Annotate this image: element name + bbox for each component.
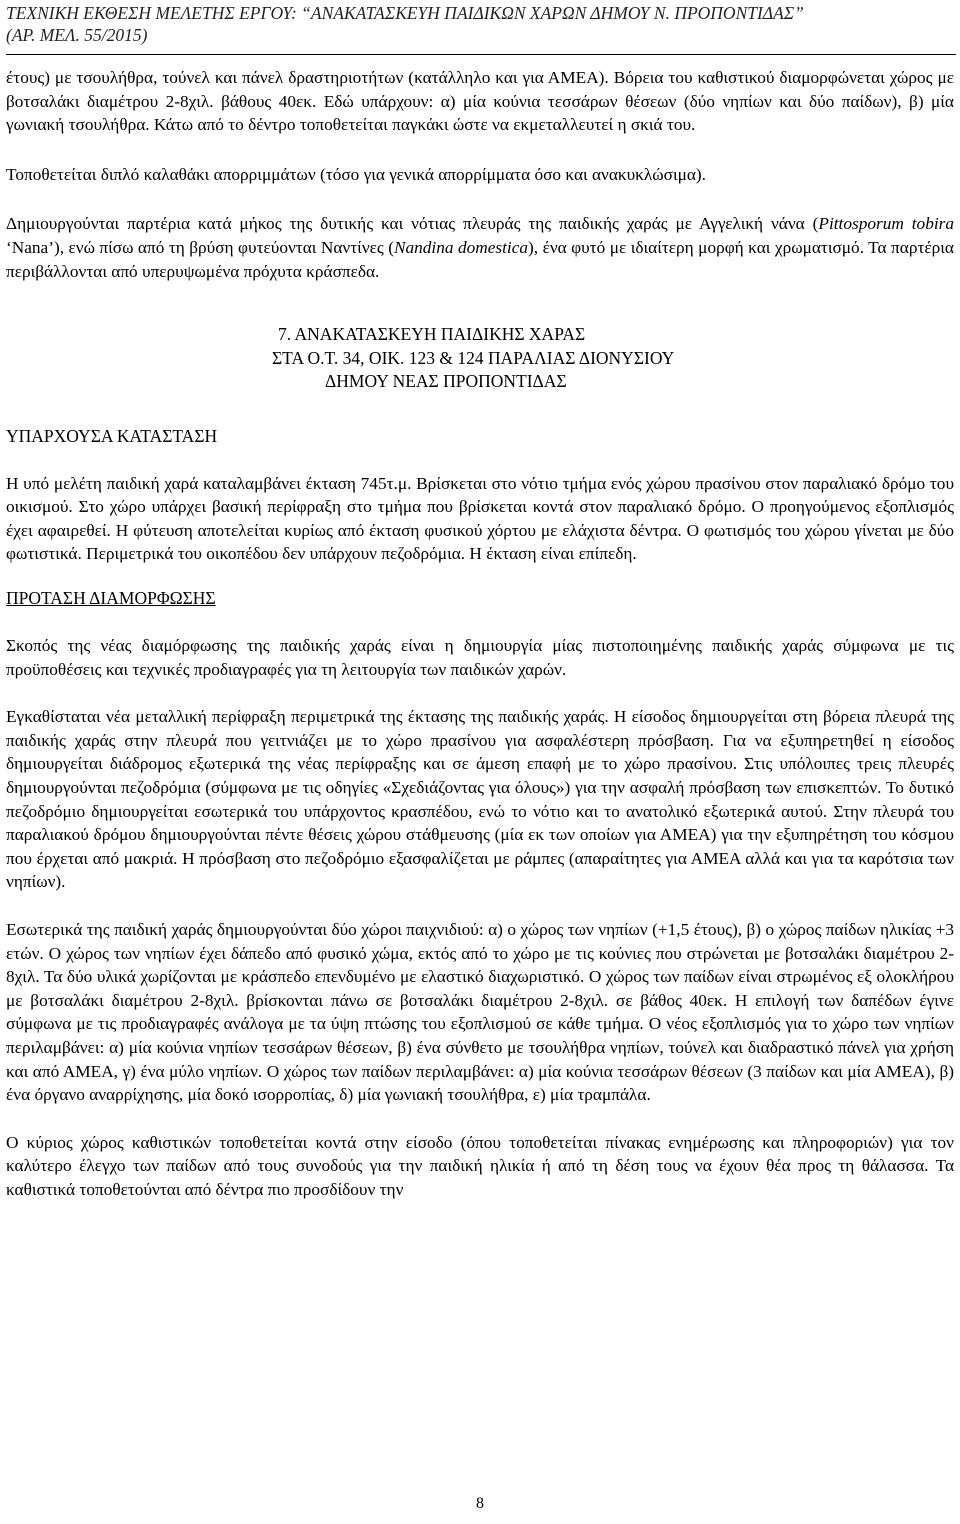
section-title-line2: ΣΤΑ Ο.Τ. 34, ΟΙΚ. 123 & 124 ΠΑΡΑΛΙΑΣ ΔΙΟΝΥΣΙΟΥ <box>272 347 675 368</box>
paragraph-fencing: Εγκαθίσταται νέα μεταλλική περίφραξη περιμετρικά της έκτασης της παιδικής χαράς. Η είσοδος δημιουργείται στη βόρεια πλευρά της παιδικής χαράς στην πλευρά που γειτνιάζει με το χώρο πρασίνου για ασφαλέστερη πρόσβαση. Για να εξυπηρετηθεί η είσοδος δημιουργείται διάδρομος εξωτερικά της νέας περίφραξης και σε άμεση επαφή με το χώρο πρασίνου. Στις υπόλοιπες τρεις πλευρές δημιουργούνται πεζοδρόμια (σύμφωνα με τις οδηγίες «Σχεδιάζοντας για όλους») για την ασφαλή πρόσβαση των επισκεπτών. Το δυτικό πεζοδρόμιο δημιουργείται εσωτερικά του υπάρχοντος κρασπέδου, ενώ το νότιο και το ανατολικό εξωτερικά αυτού. Στην πλευρά του παραλιακού δρόμου δημιουργούνται πέντε θέσεις χώρου στάθμευσης (μία εκ των οποίων για ΑΜΕΑ) για την εξυπηρέτηση του κόσμου που έρχεται από μακριά. Η πρόσβαση στο πεζοδρόμιο εξασφαλίζεται με ράμπες (απαραίτητες για ΑΜΕΑ αλλά και για τα καρότσια των νηπίων). <box>6 707 954 892</box>
section-title <box>272 323 954 394</box>
paragraph-continuation: έτους) με τσουλήθρα, τούνελ και πάνελ δραστηριοτήτων (κατάλληλο και για ΑΜΕΑ). Βόρεια του καθιστικού διαμορφώνεται χώρος με βοτσαλάκι διαμέτρου 2-8χιλ. βάθους 40εκ. Εδώ υπάρχουν: α) μία κούνια τεσσάρων θέσεων (δύο νηπίων και δύο παίδων), β) μία γωνιακή τσουλήθρα. Κάτω από το δέντρο τοποθετείται παγκάκι ώστε να εκμεταλλευτεί η σκιά του. <box>6 68 954 135</box>
header-project-number: (ΑΡ. ΜΕΛ. 55/2015) <box>6 25 148 45</box>
page-header <box>6 2 956 55</box>
header-title: ΤΕΧΝΙΚΗ ΕΚΘΕΣΗ ΜΕΛΕΤΗΣ ΕΡΓΟΥ: “ΑΝΑΚΑΤΑΣΚΕΥΗ ΠΑΙΔΙΚΩΝ ΧΑΡΩΝ ΔΗΜΟΥ Ν. ΠΡΟΠΟΝΤΙΔΑΣ” <box>6 3 804 23</box>
page-number: 8 <box>476 1495 484 1512</box>
paragraph-seating: Ο κύριος χώρος καθιστικών τοποθετείται κοντά στην είσοδο (όπου τοποθετείται πίνακας ενημέρωσης και πληροφοριών) για τον καλύτερο έλεγχο των παίδων από τους συνοδούς για την παιδική ηλικία ή από τη δέση τους να έχουν θέα προς τη θάλασσα. Τα καθιστικά τοποθετούνται από δέντρα πιο προσδίδουν την <box>6 1132 954 1199</box>
paragraph-existing-state: Η υπό μελέτη παιδική χαρά καταλαμβάνει έκταση 745τ.μ. Βρίσκεται στο νότιο τμήμα ενός χώρου πρασίνου στον παραλιακό δρόμο του οικισμού. Στο χώρο υπάρχει βασική περίφραξη στο τμήμα που βρίσκεται κοντά στον παραλιακό δρόμο. Ο προηγούμενος εξοπλισμός έχει αφαιρεθεί. Η φύτευση αποτελείται κυρίως από έκταση φυσικού χόρτου με ελάχιστα δέντρα. Ο φωτισμός του χώρου γίνεται με δύο φωτιστικά. Περιμετρικά του οικοπέδου δεν υπάρχουν πεζοδρόμια. Η έκταση είναι επίπεδη. <box>6 473 954 564</box>
section-title-line1: 7. ΑΝΑΚΑΤΑΣΚΕΥΗ ΠΑΙΔΙΚΗΣ ΧΑΡΑΣ <box>278 324 586 345</box>
paragraph-planting: Δημιουργούνται παρτέρια κατά μήκος της δυτικής και νότιας πλευράς της παιδικής χαράς με Αγγελική νάνα (Pittosporum tobira ‘Nana’), ενώ πίσω από τη βρύση φυτεύονται Ναντίνες (Nandina domestica), ένα φυτό με ιδιαίτερη μορφή και χρωματισμό. Τα παρτέρια περιβάλλονται από υπερυψωμένα πρόχυτα κράσπεδα. <box>6 214 954 281</box>
heading-proposal: ΠΡΟΤΑΣΗ ΔΙΑΜΟΡΦΩΣΗΣ <box>6 588 216 609</box>
section-title-line3: ΔΗΜΟΥ ΝΕΑΣ ΠΡΟΠΟΝΤΙΔΑΣ <box>325 371 567 392</box>
latin-name-pittosporum: Pittosporum tobira <box>818 214 954 234</box>
paragraph-play-areas: Εσωτερικά της παιδική χαράς δημιουργούνται δύο χώροι παιχνιδιού: α) ο χώρος των νηπίων (+1,5 έτους), β) ο χώρος παίδων ηλικίας +3 ετών. Ο χώρος των νηπίων έχει δάπεδο από φυσικό χώμα, εκτός από το χώρο με τις κούνιες που στρώνεται με βοτσαλάκι διαμέτρου 2-8χιλ. Τα δύο υλικά χωρίζονται με κράσπεδο επενδυμένο με ελαστικό διαχωριστικό. Ο χώρος των παίδων είναι στρωμένος εξ ολοκλήρου με βοτσαλάκι διαμέτρου 2-8χιλ. βρίσκονται πάνω σε βοτσαλάκι διαμέτρου 2-8χιλ. σε βάθος 40εκ. Η επιλογή των δαπέδων έγινε σύμφωνα με τις προδιαγραφές ανάλογα με τα ύψη πτώσης του εξοπλισμού σε κάθε τμήμα. Ο νέος εξοπλισμός για το χώρο των νηπίων περιλαμβάνει: α) μία κούνια νηπίων τεσσάρων θέσεων, β) ένα σύνθετο με τσουλήθρα νηπίων, τούνελ και διαδραστικό πάνελ για χρήση και από ΑΜΕΑ, γ) ένα μύλο νηπίων. Ο χώρος των παίδων περιλαμβάνει: α) μία κούνια τεσσάρων θέσεων (3 παίδων και μία ΑΜΕΑ), β) ένα όργανο αναρρίχησης, μία δοκό ισορροπίας, δ) μία γωνιακή τσουλήθρα, ε) μία τραμπάλα. <box>6 919 954 1105</box>
paragraph-bins: Τοποθετείται διπλό καλαθάκι απορριμμάτων (τόσο για γενικά απορρίμματα όσο και ανακυκλώσιμα). <box>6 164 706 184</box>
heading-existing-state: ΥΠΑΡΧΟΥΣΑ ΚΑΤΑΣΤΑΣΗ <box>6 425 218 446</box>
document-body <box>6 66 954 1202</box>
latin-name-nandina: Nandina domestica <box>393 237 529 257</box>
paragraph-purpose: Σκοπός της νέας διαμόρφωσης της παιδικής χαράς είναι η δημιουργία μίας πιστοποιημένης παιδικής χαράς σύμφωνα με τις προϋποθέσεις και τεχνικές προδιαγραφές για τη λειτουργία των παιδικών χαρών. <box>6 636 954 679</box>
